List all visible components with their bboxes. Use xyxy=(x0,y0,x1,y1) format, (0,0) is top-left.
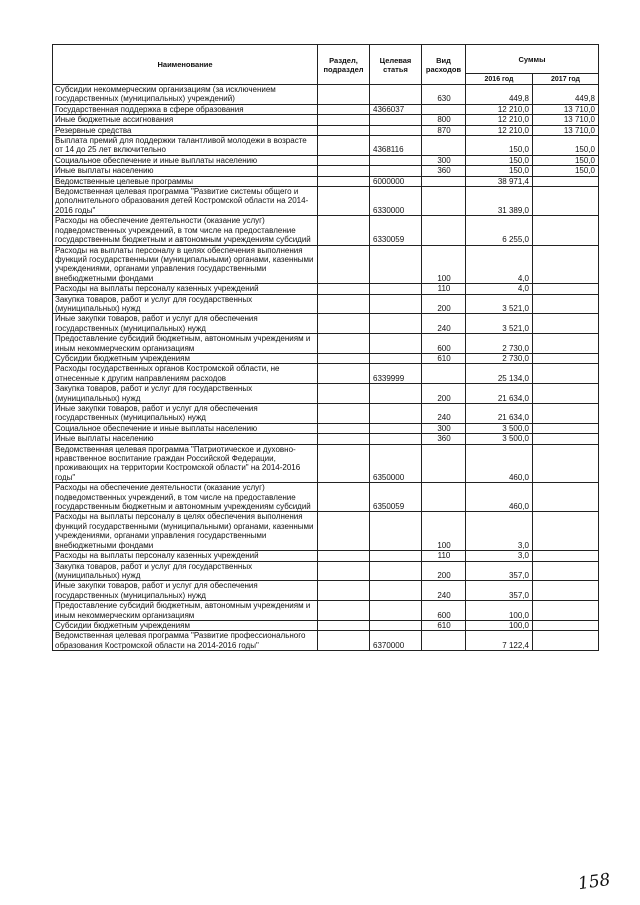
row-sum-2017 xyxy=(533,404,599,424)
row-sum-2017 xyxy=(533,294,599,314)
row-name: Иные выплаты населению xyxy=(53,166,318,176)
row-target-code xyxy=(370,85,422,105)
row-sum-2016: 12 210,0 xyxy=(466,115,533,125)
table-row xyxy=(53,245,599,284)
row-sum-2016: 3 521,0 xyxy=(466,294,533,314)
row-sum-2016: 150,0 xyxy=(466,166,533,176)
row-target-code: 6000000 xyxy=(370,176,422,186)
row-name: Расходы на выплаты персоналу в целях обеспечения выполнения функций государственными (муниципальными) органами, казенными учреждениями, органами управления государственными внебюджетными фондами xyxy=(53,512,318,551)
row-name: Субсидии бюджетным учреждениям xyxy=(53,353,318,363)
row-sum-2017 xyxy=(533,334,599,354)
row-name: Предоставление субсидий бюджетным, автономным учреждениям и иным некоммерческим организациям xyxy=(53,334,318,354)
row-sum-2017 xyxy=(533,245,599,284)
row-sum-2016: 21 634,0 xyxy=(466,404,533,424)
row-name: Субсидии некоммерческим организациям (за исключением государственных (муниципальных) учреждений) xyxy=(53,85,318,105)
row-sum-2017 xyxy=(533,601,599,621)
row-sum-2016: 357,0 xyxy=(466,561,533,581)
row-sum-2016: 460,0 xyxy=(466,444,533,483)
row-expense-kind: 200 xyxy=(422,294,466,314)
row-section xyxy=(318,620,370,630)
row-sum-2016: 4,0 xyxy=(466,245,533,284)
row-target-code xyxy=(370,581,422,601)
row-name: Иные закупки товаров, работ и услуг для обеспечения государственных (муниципальных) нужд xyxy=(53,314,318,334)
row-sum-2017 xyxy=(533,434,599,444)
row-target-code xyxy=(370,551,422,561)
row-target-code xyxy=(370,245,422,284)
row-name: Расходы на выплаты персоналу казенных учреждений xyxy=(53,284,318,294)
row-expense-kind: 300 xyxy=(422,423,466,433)
row-name: Ведомственная целевая программа "Патриотическое и духовно-нравственное воспитание граждан Российской Федерации, проживающих на территории Костромской области" на 2014-2016 годы" xyxy=(53,444,318,483)
row-sum-2017 xyxy=(533,314,599,334)
row-sum-2017 xyxy=(533,176,599,186)
row-name: Предоставление субсидий бюджетным, автономным учреждениям и иным некоммерческим организациям xyxy=(53,601,318,621)
row-section xyxy=(318,125,370,135)
page-number: 158 xyxy=(576,869,612,895)
row-section xyxy=(318,512,370,551)
row-expense-kind xyxy=(422,187,466,216)
row-section xyxy=(318,245,370,284)
row-sum-2016: 2 730,0 xyxy=(466,334,533,354)
budget-document xyxy=(52,44,598,651)
row-name: Субсидии бюджетным учреждениям xyxy=(53,620,318,630)
row-name: Ведомственная целевая программа "Развитие системы общего и дополнительного образования детей Костромской области на 2014-2016 годы" xyxy=(53,187,318,216)
row-name: Закупка товаров, работ и услуг для государственных (муниципальных) нужд xyxy=(53,561,318,581)
row-sum-2017: 150,0 xyxy=(533,166,599,176)
row-expense-kind: 600 xyxy=(422,601,466,621)
row-section xyxy=(318,631,370,651)
row-sum-2016: 100,0 xyxy=(466,620,533,630)
row-expense-kind xyxy=(422,216,466,245)
table-body xyxy=(53,85,599,651)
row-expense-kind: 240 xyxy=(422,314,466,334)
row-expense-kind: 100 xyxy=(422,245,466,284)
header-name: Наименование xyxy=(53,45,318,85)
row-section xyxy=(318,216,370,245)
row-target-code: 6339999 xyxy=(370,364,422,384)
row-section xyxy=(318,581,370,601)
row-sum-2017 xyxy=(533,444,599,483)
row-sum-2016: 31 389,0 xyxy=(466,187,533,216)
table-row xyxy=(53,85,599,105)
table-row xyxy=(53,404,599,424)
row-expense-kind: 600 xyxy=(422,334,466,354)
row-target-code xyxy=(370,404,422,424)
row-section xyxy=(318,166,370,176)
row-name: Выплата премий для поддержки талантливой молодежи в возрасте от 14 до 25 лет включительно xyxy=(53,136,318,156)
row-section xyxy=(318,136,370,156)
row-section xyxy=(318,601,370,621)
row-sum-2016: 3 521,0 xyxy=(466,314,533,334)
table-row xyxy=(53,187,599,216)
table-row xyxy=(53,314,599,334)
table-row xyxy=(53,176,599,186)
row-sum-2016: 449,8 xyxy=(466,85,533,105)
row-section xyxy=(318,384,370,404)
row-name: Ведомственные целевые программы xyxy=(53,176,318,186)
row-section xyxy=(318,334,370,354)
table-row xyxy=(53,284,599,294)
row-name: Иные выплаты населению xyxy=(53,434,318,444)
row-target-code xyxy=(370,601,422,621)
row-sum-2017: 449,8 xyxy=(533,85,599,105)
row-section xyxy=(318,483,370,512)
row-name: Расходы на выплаты персоналу казенных учреждений xyxy=(53,551,318,561)
row-expense-kind: 300 xyxy=(422,155,466,165)
row-expense-kind: 800 xyxy=(422,115,466,125)
row-sum-2016: 12 210,0 xyxy=(466,104,533,114)
row-sum-2017 xyxy=(533,423,599,433)
row-section xyxy=(318,434,370,444)
row-section xyxy=(318,444,370,483)
row-target-code xyxy=(370,512,422,551)
row-sum-2016: 100,0 xyxy=(466,601,533,621)
row-sum-2016: 7 122,4 xyxy=(466,631,533,651)
row-target-code: 4366037 xyxy=(370,104,422,114)
row-sum-2017 xyxy=(533,364,599,384)
row-expense-kind: 200 xyxy=(422,384,466,404)
row-sum-2017 xyxy=(533,216,599,245)
row-sum-2016: 150,0 xyxy=(466,136,533,156)
row-sum-2017 xyxy=(533,551,599,561)
row-name: Резервные средства xyxy=(53,125,318,135)
table-row xyxy=(53,483,599,512)
table-row xyxy=(53,581,599,601)
row-section xyxy=(318,294,370,314)
row-name: Иные закупки товаров, работ и услуг для обеспечения государственных (муниципальных) нужд xyxy=(53,404,318,424)
table-row xyxy=(53,434,599,444)
row-section xyxy=(318,551,370,561)
row-sum-2017: 150,0 xyxy=(533,155,599,165)
row-name: Иные бюджетные ассигнования xyxy=(53,115,318,125)
row-expense-kind: 870 xyxy=(422,125,466,135)
row-expense-kind xyxy=(422,444,466,483)
table-row xyxy=(53,104,599,114)
table-row xyxy=(53,364,599,384)
table-row xyxy=(53,384,599,404)
row-expense-kind xyxy=(422,483,466,512)
row-target-code: 6350059 xyxy=(370,483,422,512)
row-sum-2017 xyxy=(533,631,599,651)
row-name: Расходы государственных органов Костромской области, не отнесенные к другим направлениям расходов xyxy=(53,364,318,384)
table-row xyxy=(53,551,599,561)
row-target-code xyxy=(370,125,422,135)
header-section: Раздел, подраздел xyxy=(318,45,370,85)
row-target-code xyxy=(370,314,422,334)
table-row xyxy=(53,601,599,621)
row-section xyxy=(318,284,370,294)
row-sum-2017 xyxy=(533,561,599,581)
row-sum-2017 xyxy=(533,581,599,601)
budget-table xyxy=(52,44,599,651)
row-target-code: 4368116 xyxy=(370,136,422,156)
row-name: Социальное обеспечение и иные выплаты населению xyxy=(53,155,318,165)
row-sum-2016: 3,0 xyxy=(466,512,533,551)
row-section xyxy=(318,364,370,384)
row-sum-2017 xyxy=(533,512,599,551)
row-sum-2017: 13 710,0 xyxy=(533,125,599,135)
table-row xyxy=(53,631,599,651)
header-target: Целевая статья xyxy=(370,45,422,85)
row-target-code xyxy=(370,384,422,404)
row-section xyxy=(318,85,370,105)
table-row xyxy=(53,136,599,156)
row-target-code: 6350000 xyxy=(370,444,422,483)
row-sum-2016: 12 210,0 xyxy=(466,125,533,135)
table-row xyxy=(53,125,599,135)
row-expense-kind: 360 xyxy=(422,434,466,444)
row-expense-kind: 110 xyxy=(422,551,466,561)
table-row xyxy=(53,353,599,363)
row-target-code xyxy=(370,334,422,354)
row-target-code xyxy=(370,166,422,176)
row-section xyxy=(318,115,370,125)
row-sum-2016: 3 500,0 xyxy=(466,423,533,433)
table-row xyxy=(53,512,599,551)
row-name: Социальное обеспечение и иные выплаты населению xyxy=(53,423,318,433)
table-row xyxy=(53,334,599,354)
row-expense-kind xyxy=(422,176,466,186)
row-target-code: 6370000 xyxy=(370,631,422,651)
row-target-code xyxy=(370,353,422,363)
row-target-code xyxy=(370,561,422,581)
row-sum-2017 xyxy=(533,483,599,512)
row-sum-2016: 4,0 xyxy=(466,284,533,294)
row-section xyxy=(318,155,370,165)
row-name: Ведомственная целевая программа "Развитие профессионального образования Костромской области на 2014-2016 годы" xyxy=(53,631,318,651)
table-row xyxy=(53,216,599,245)
row-expense-kind xyxy=(422,136,466,156)
row-sum-2016: 150,0 xyxy=(466,155,533,165)
header-2017: 2017 год xyxy=(533,74,599,85)
row-expense-kind: 110 xyxy=(422,284,466,294)
row-sum-2016: 25 134,0 xyxy=(466,364,533,384)
row-target-code: 6330059 xyxy=(370,216,422,245)
row-target-code xyxy=(370,284,422,294)
table-row xyxy=(53,423,599,433)
row-name: Иные закупки товаров, работ и услуг для обеспечения государственных (муниципальных) нужд xyxy=(53,581,318,601)
row-sum-2016: 2 730,0 xyxy=(466,353,533,363)
row-sum-2016: 3 500,0 xyxy=(466,434,533,444)
row-sum-2016: 21 634,0 xyxy=(466,384,533,404)
row-name: Закупка товаров, работ и услуг для государственных (муниципальных) нужд xyxy=(53,294,318,314)
row-expense-kind: 200 xyxy=(422,561,466,581)
row-sum-2016: 38 971,4 xyxy=(466,176,533,186)
header-sums: Суммы xyxy=(466,45,599,74)
row-name: Закупка товаров, работ и услуг для государственных (муниципальных) нужд xyxy=(53,384,318,404)
row-expense-kind: 240 xyxy=(422,581,466,601)
row-expense-kind xyxy=(422,364,466,384)
row-target-code xyxy=(370,155,422,165)
row-section xyxy=(318,314,370,334)
row-name: Государственная поддержка в сфере образования xyxy=(53,104,318,114)
row-section xyxy=(318,104,370,114)
row-sum-2016: 357,0 xyxy=(466,581,533,601)
table-row xyxy=(53,294,599,314)
row-section xyxy=(318,353,370,363)
row-name: Расходы на обеспечение деятельности (оказание услуг) подведомственных учреждений, в том числе на предоставление государственным бюджетным и автономным учреждениям субсидий xyxy=(53,216,318,245)
row-expense-kind: 100 xyxy=(422,512,466,551)
row-sum-2017 xyxy=(533,620,599,630)
row-sum-2016: 6 255,0 xyxy=(466,216,533,245)
table-row xyxy=(53,166,599,176)
row-name: Расходы на обеспечение деятельности (оказание услуг) подведомственных учреждений, в том числе на предоставление государственным бюджетным и автономным учреждениям субсидий xyxy=(53,483,318,512)
row-section xyxy=(318,404,370,424)
row-expense-kind: 610 xyxy=(422,620,466,630)
row-sum-2017: 13 710,0 xyxy=(533,104,599,114)
row-sum-2017 xyxy=(533,384,599,404)
row-target-code xyxy=(370,115,422,125)
row-section xyxy=(318,176,370,186)
row-sum-2017 xyxy=(533,353,599,363)
row-target-code xyxy=(370,620,422,630)
row-target-code xyxy=(370,423,422,433)
row-sum-2017 xyxy=(533,187,599,216)
row-name: Расходы на выплаты персоналу в целях обеспечения выполнения функций государственными (муниципальными) органами, казенными учреждениями, органами управления государственными внебюджетными фондами xyxy=(53,245,318,284)
table-row xyxy=(53,561,599,581)
row-expense-kind xyxy=(422,631,466,651)
table-row xyxy=(53,444,599,483)
table-row xyxy=(53,155,599,165)
row-expense-kind: 360 xyxy=(422,166,466,176)
row-expense-kind: 630 xyxy=(422,85,466,105)
row-target-code xyxy=(370,434,422,444)
row-expense-kind: 610 xyxy=(422,353,466,363)
row-expense-kind xyxy=(422,104,466,114)
header-2016: 2016 год xyxy=(466,74,533,85)
header-kind: Вид расходов xyxy=(422,45,466,85)
row-sum-2017: 13 710,0 xyxy=(533,115,599,125)
row-target-code: 6330000 xyxy=(370,187,422,216)
row-sum-2016: 460,0 xyxy=(466,483,533,512)
table-row xyxy=(53,115,599,125)
row-section xyxy=(318,561,370,581)
row-section xyxy=(318,187,370,216)
row-sum-2016: 3,0 xyxy=(466,551,533,561)
row-sum-2017 xyxy=(533,284,599,294)
row-target-code xyxy=(370,294,422,314)
row-sum-2017: 150,0 xyxy=(533,136,599,156)
row-expense-kind: 240 xyxy=(422,404,466,424)
table-row xyxy=(53,620,599,630)
row-section xyxy=(318,423,370,433)
